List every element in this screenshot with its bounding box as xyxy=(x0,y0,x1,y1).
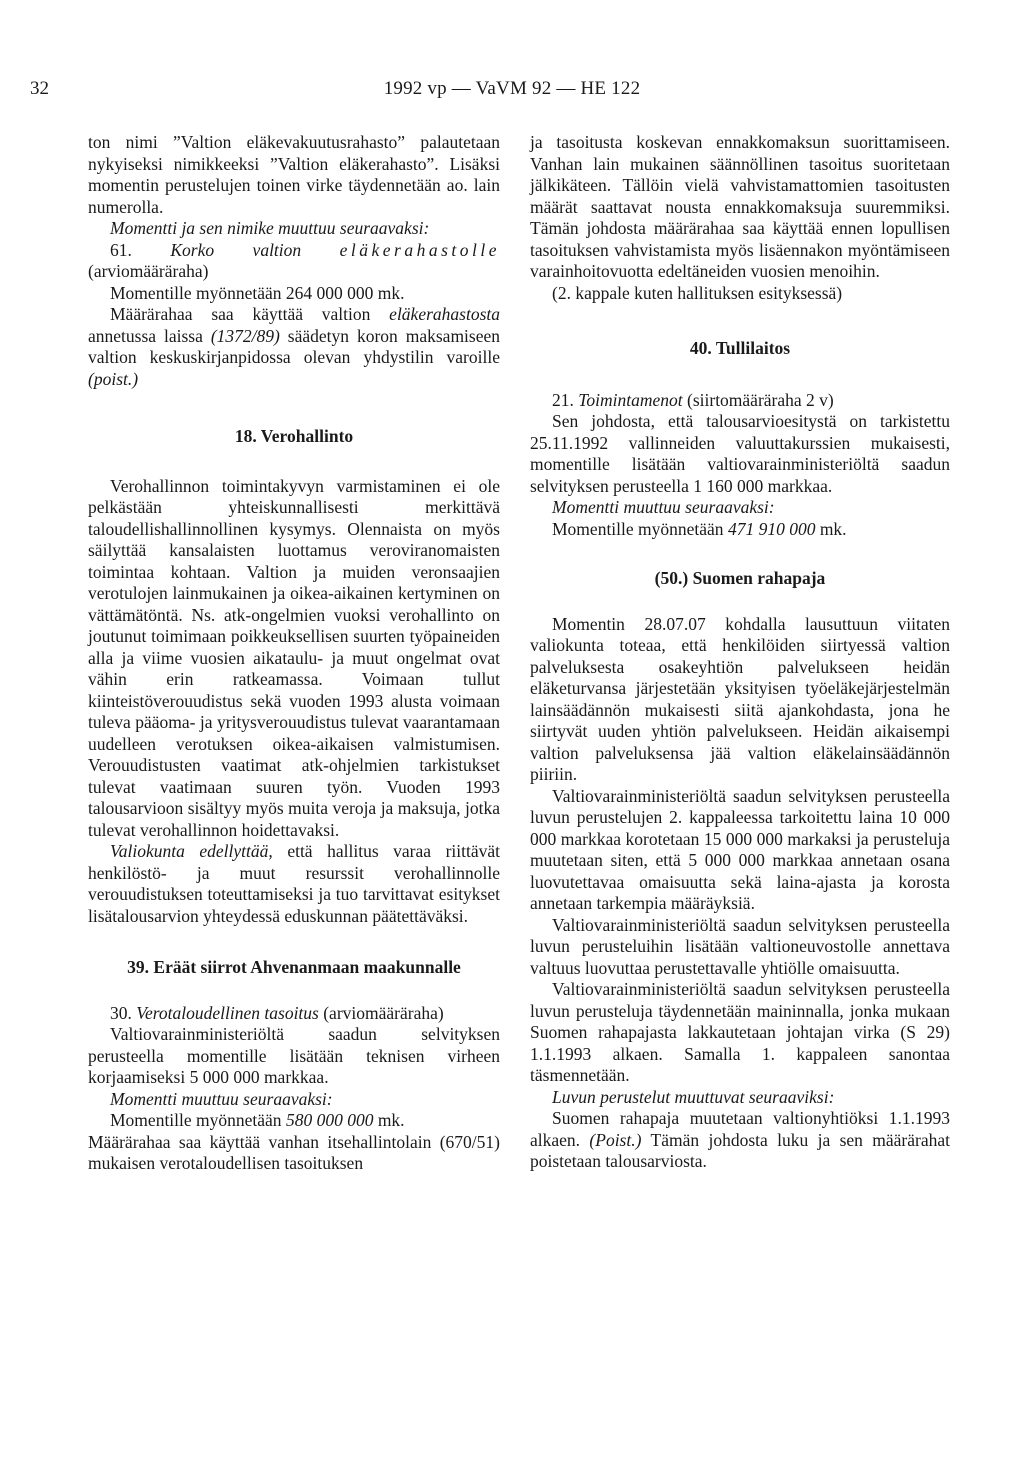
paragraph-italic: Momentti ja sen nimike muuttuu seuraavaksi: xyxy=(110,218,430,238)
paragraph: Valtiovarainministeriöltä saadun selvityksen perusteella momentille lisätään teknisen virheen korjaamiseksi 5 000 000 markkaa. xyxy=(88,1024,500,1087)
paragraph-italic: Momentti muuttuu seuraavaksi: xyxy=(552,497,775,517)
item-number: 61. xyxy=(110,239,132,260)
item-type: (arviomääräraha) xyxy=(88,261,209,281)
item-30: 30. Verotaloudellinen tasoitus (arviomääräraha) xyxy=(110,1002,444,1023)
section-heading-40: 40. Tullilaitos xyxy=(689,338,791,358)
page-header xyxy=(0,78,1024,108)
paragraph: Määrärahaa saa käyttää valtion eläkerahastosta annetussa laissa (1372/89) säädetyn koron maksamiseen valtion keskuskirjanpidossa olevan yhdystilin varoille (poist.) xyxy=(88,304,501,389)
item-21: 21. Toimintamenot (siirtomääräraha 2 v) xyxy=(552,389,834,410)
left-column xyxy=(88,132,500,1175)
paragraph: Momentille myönnetään 264 000 000 mk. xyxy=(110,282,405,303)
paragraph-italic: Momentti muuttuu seuraavaksi: xyxy=(110,1088,333,1109)
paragraph: Määrärahaa saa käyttää vanhan itsehallintolain (670/51) mukaisen verotaloudellisen tasoituksen xyxy=(88,1131,500,1173)
paragraph: ja tasoitusta koskevan ennakkomaksun suorittamiseen. Vanhan lain mukainen säännöllinen tasoitus suoritetaan jälkikäteen. Tällöin vielä vahvistamattomien tasoitusten määrät saattavat nousta ennakkomaksuja suuremmiksi. Tämän johdosta määrärahaa saa käyttää ennen lopullisen tasoituksen vahvistamista myös lisäennakon myöntämiseen varainhoitovuotta edeltäneiden vuosien menoihin. xyxy=(530,132,950,281)
paragraph: Momentille myönnetään 580 000 000 mk. xyxy=(110,1110,405,1130)
paragraph: Valtiovarainministeriöltä saadun selvityksen perusteella luvun perustelujen 2. kappaleessa tarkoitettu laina 10 000 000 markkaa korotetaan 15 000 000 markaksi ja perusteluja muutetaan siten, että 5 000 000 markkaa annetaan osana luovutettavaa omaisuutta sekä laina-ajasta ja korosta annetaan tarkempia määräyksiä. xyxy=(530,785,950,913)
page-number: 32 xyxy=(30,78,49,99)
paragraph: Valtiovarainministeriöltä saadun selvityksen perusteella luvun perusteluja täydennetään maininnalla, jonka mukaan Suomen rahapajasta lakkautetaan johtajan virka (S 29) 1.1.1993 alkaen. Samalla 1. kappaleen sanontaa täsmennetään. xyxy=(530,979,950,1085)
item-name: Korko valtion xyxy=(170,239,302,260)
paragraph: Valtiovarainministeriöltä saadun selvityksen perusteella luvun perusteluihin lisätään valtioneuvostolle annettava valtuus luovuttaa perustettavalle yhtiölle omaisuutta. xyxy=(530,914,950,978)
paragraph: (2. kappale kuten hallituksen esityksessä) xyxy=(552,282,843,303)
paragraph: Momentin 28.07.07 kohdalla lausuttuun viitaten valiokunta toteaa, että henkilöiden siirtyessä valtion palveluksesta osakeyhtiön palvelukseen heidän eläketurvansa järjestetään yksityisen työeläkejärjestelmän lainsäädännön mukaisesti siitä ajankohdasta, jona he siirtyvät uuden yhtiön palvelukseen. Heidän aikaisempi valtion palveluksensa jää valtion eläkelainsäädännön piiriin. xyxy=(530,613,950,784)
item-61 xyxy=(88,240,500,283)
section-heading-50: (50.) Suomen rahapaja xyxy=(654,568,826,588)
paragraph: Sen johdosta, että talousarvioesitystä on tarkistettu 25.11.1992 vallinneiden valuuttakurssien mukaisesti, momentille lisätään valtiovarainministeriöltä saadun selvityksen perusteella 1 160 000 markkaa. xyxy=(530,411,950,496)
section-heading-18: 18. Verohallinto xyxy=(234,426,354,446)
paragraph: Valiokunta edellyttää, että hallitus varaa riittävät henkilöstö- ja muut resurssit verohallinnolle verouudistuksen toteuttamiseksi ja tuo tarvittavat esitykset lisätalousarvion yhteydessä eduskunnan päätettäväksi. xyxy=(88,841,501,926)
paragraph: Momentille myönnetään 471 910 000 mk. xyxy=(552,518,847,539)
paragraph: Suomen rahapaja muutetaan valtionyhtiöksi 1.1.1993 alkaen. (Poist.) Tämän johdosta luku ja sen määrärahat poistetaan talousarviosta. xyxy=(530,1108,951,1171)
paragraph: Verohallinnon toimintakyvyn varmistaminen ei ole pelkästään yhteiskunnallisesti merkittävä taloudellishallinnollinen kysymys. Olennaista on myös säilyttää kansalaisten luottamus veroviranomaisten toimintaa kohtaan. Valtion ja muiden veronsaajien verotulojen lainmukainen ja oikea-aikainen kertyminen on vättämätöntä. Ns. atk-ongelmien vuoksi verohallinto on joutunut toimimaan poikkeuksellisen suurten työpaineiden alla ja viime vuosien aikataulu- ja muut ongelmat ovat vähin erin ratkeamassa. Voimaan tullut kiinteistöverouudistus sekä vuoden 1993 alusta voimaan tuleva pääoma- ja yritysverouudistus tulevat vaarantamaan uudelleen verotuksen oikea-aikaisen valmistumisen. Verouudistusten vaatimat atk-ohjelmien tarkistukset tulevat vaatimaan suuren työn. Vuoden 1993 talousarvioon sisältyy myös muita veroja ja maksuja, jotka tulevat verohallinnon hoidettavaksi. xyxy=(88,475,500,840)
paragraph: ton nimi ”Valtion eläkevakuutusrahasto” palautetaan nykyiseksi nimikkeeksi ”Valtion eläkerahasto”. Lisäksi momentin perustelujen toinen virke täydennetään ao. lain numerolla. xyxy=(88,132,500,217)
item-name-spaced: eläkerahastolle xyxy=(339,239,501,260)
paragraph-italic: Luvun perustelut muuttuvat seuraaviksi: xyxy=(552,1086,835,1107)
section-heading-39: 39. Eräät siirrot Ahvenanmaan maakunnalle xyxy=(127,957,461,977)
running-head: 1992 vp — VaVM 92 — HE 122 xyxy=(383,78,641,99)
right-column xyxy=(530,132,950,1173)
